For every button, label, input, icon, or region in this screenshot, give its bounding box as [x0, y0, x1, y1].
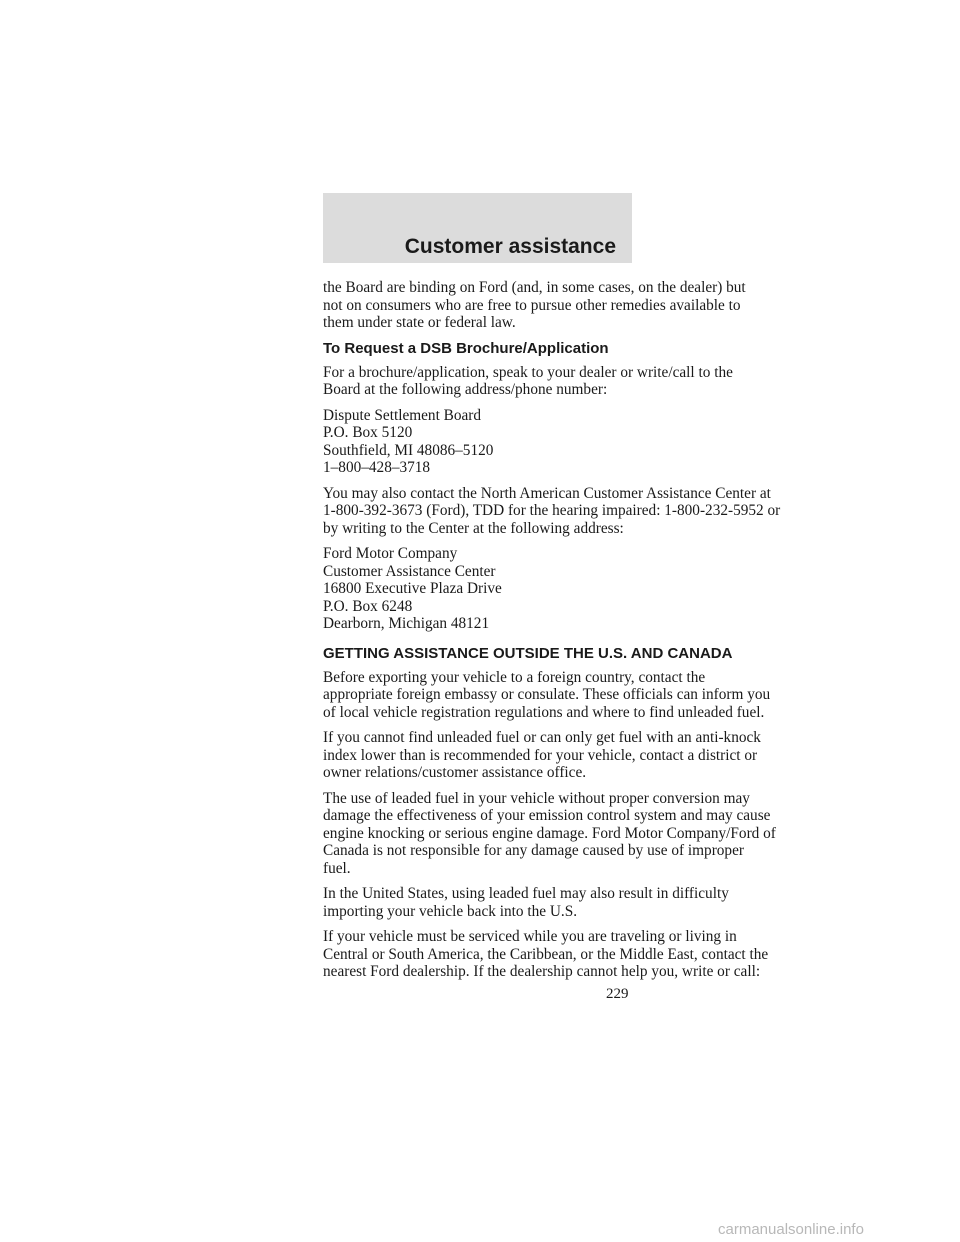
section-header-band: [323, 193, 632, 263]
page-content: [323, 279, 781, 989]
unleaded-paragraph: If you cannot find unleaded fuel or can only get fuel with an anti-knock index lower than is recommended for your vehicle, contact a district or owner relations/customer assistance office.: [323, 729, 761, 781]
outside-us-heading: GETTING ASSISTANCE OUTSIDE THE U.S. AND CANADA: [323, 644, 733, 662]
leaded-fuel-paragraph: The use of leaded fuel in your vehicle without proper conversion may damage the effectiveness of your emission control system and may cause engine knocking or serious engine damage. Ford Motor Company/Ford of Canada is not responsible for any damage caused by use of improper fuel.: [323, 789, 776, 877]
united-states-paragraph: In the United States, using leaded fuel may also result in difficulty importing your vehicle back into the U.S.: [323, 885, 729, 920]
serviced-abroad-paragraph: If your vehicle must be serviced while you are traveling or living in Central or South America, the Caribbean, or the Middle East, contact the nearest Ford dealership. If the dealership cannot help you, write or call:: [323, 928, 769, 980]
site-watermark: carmanualsonline.info: [718, 1221, 864, 1238]
dsb-heading: To Request a DSB Brochure/Application: [323, 339, 609, 357]
exporting-paragraph: Before exporting your vehicle to a foreign country, contact the appropriate foreign embassy or consulate. These officials can inform you of local vehicle registration regulations and where to find unleaded fuel.: [323, 668, 771, 721]
dsb-address-block: Dispute Settlement Board P.O. Box 5120 Southfield, MI 48086–5120 1–800–428–3718: [323, 406, 494, 476]
page-number: 229: [606, 986, 629, 1002]
ford-address-block: Ford Motor Company Customer Assistance Center 16800 Executive Plaza Drive P.O. Box 6248 Dearborn, Michigan 48121: [323, 545, 502, 632]
contact-paragraph: You may also contact the North American Customer Assistance Center at 1-800-392-3673 (Ford), TDD for the hearing impaired: 1-800-232-5952 or by writing to the Center at the following address:: [323, 484, 781, 537]
section-title: Customer assistance: [404, 235, 616, 258]
intro-paragraph: the Board are binding on Ford (and, in some cases, on the dealer) but not on consumers who are free to pursue other remedies available to them under state or federal law.: [323, 279, 746, 331]
dsb-paragraph: For a brochure/application, speak to your dealer or write/call to the Board at the following address/phone number:: [323, 363, 733, 398]
